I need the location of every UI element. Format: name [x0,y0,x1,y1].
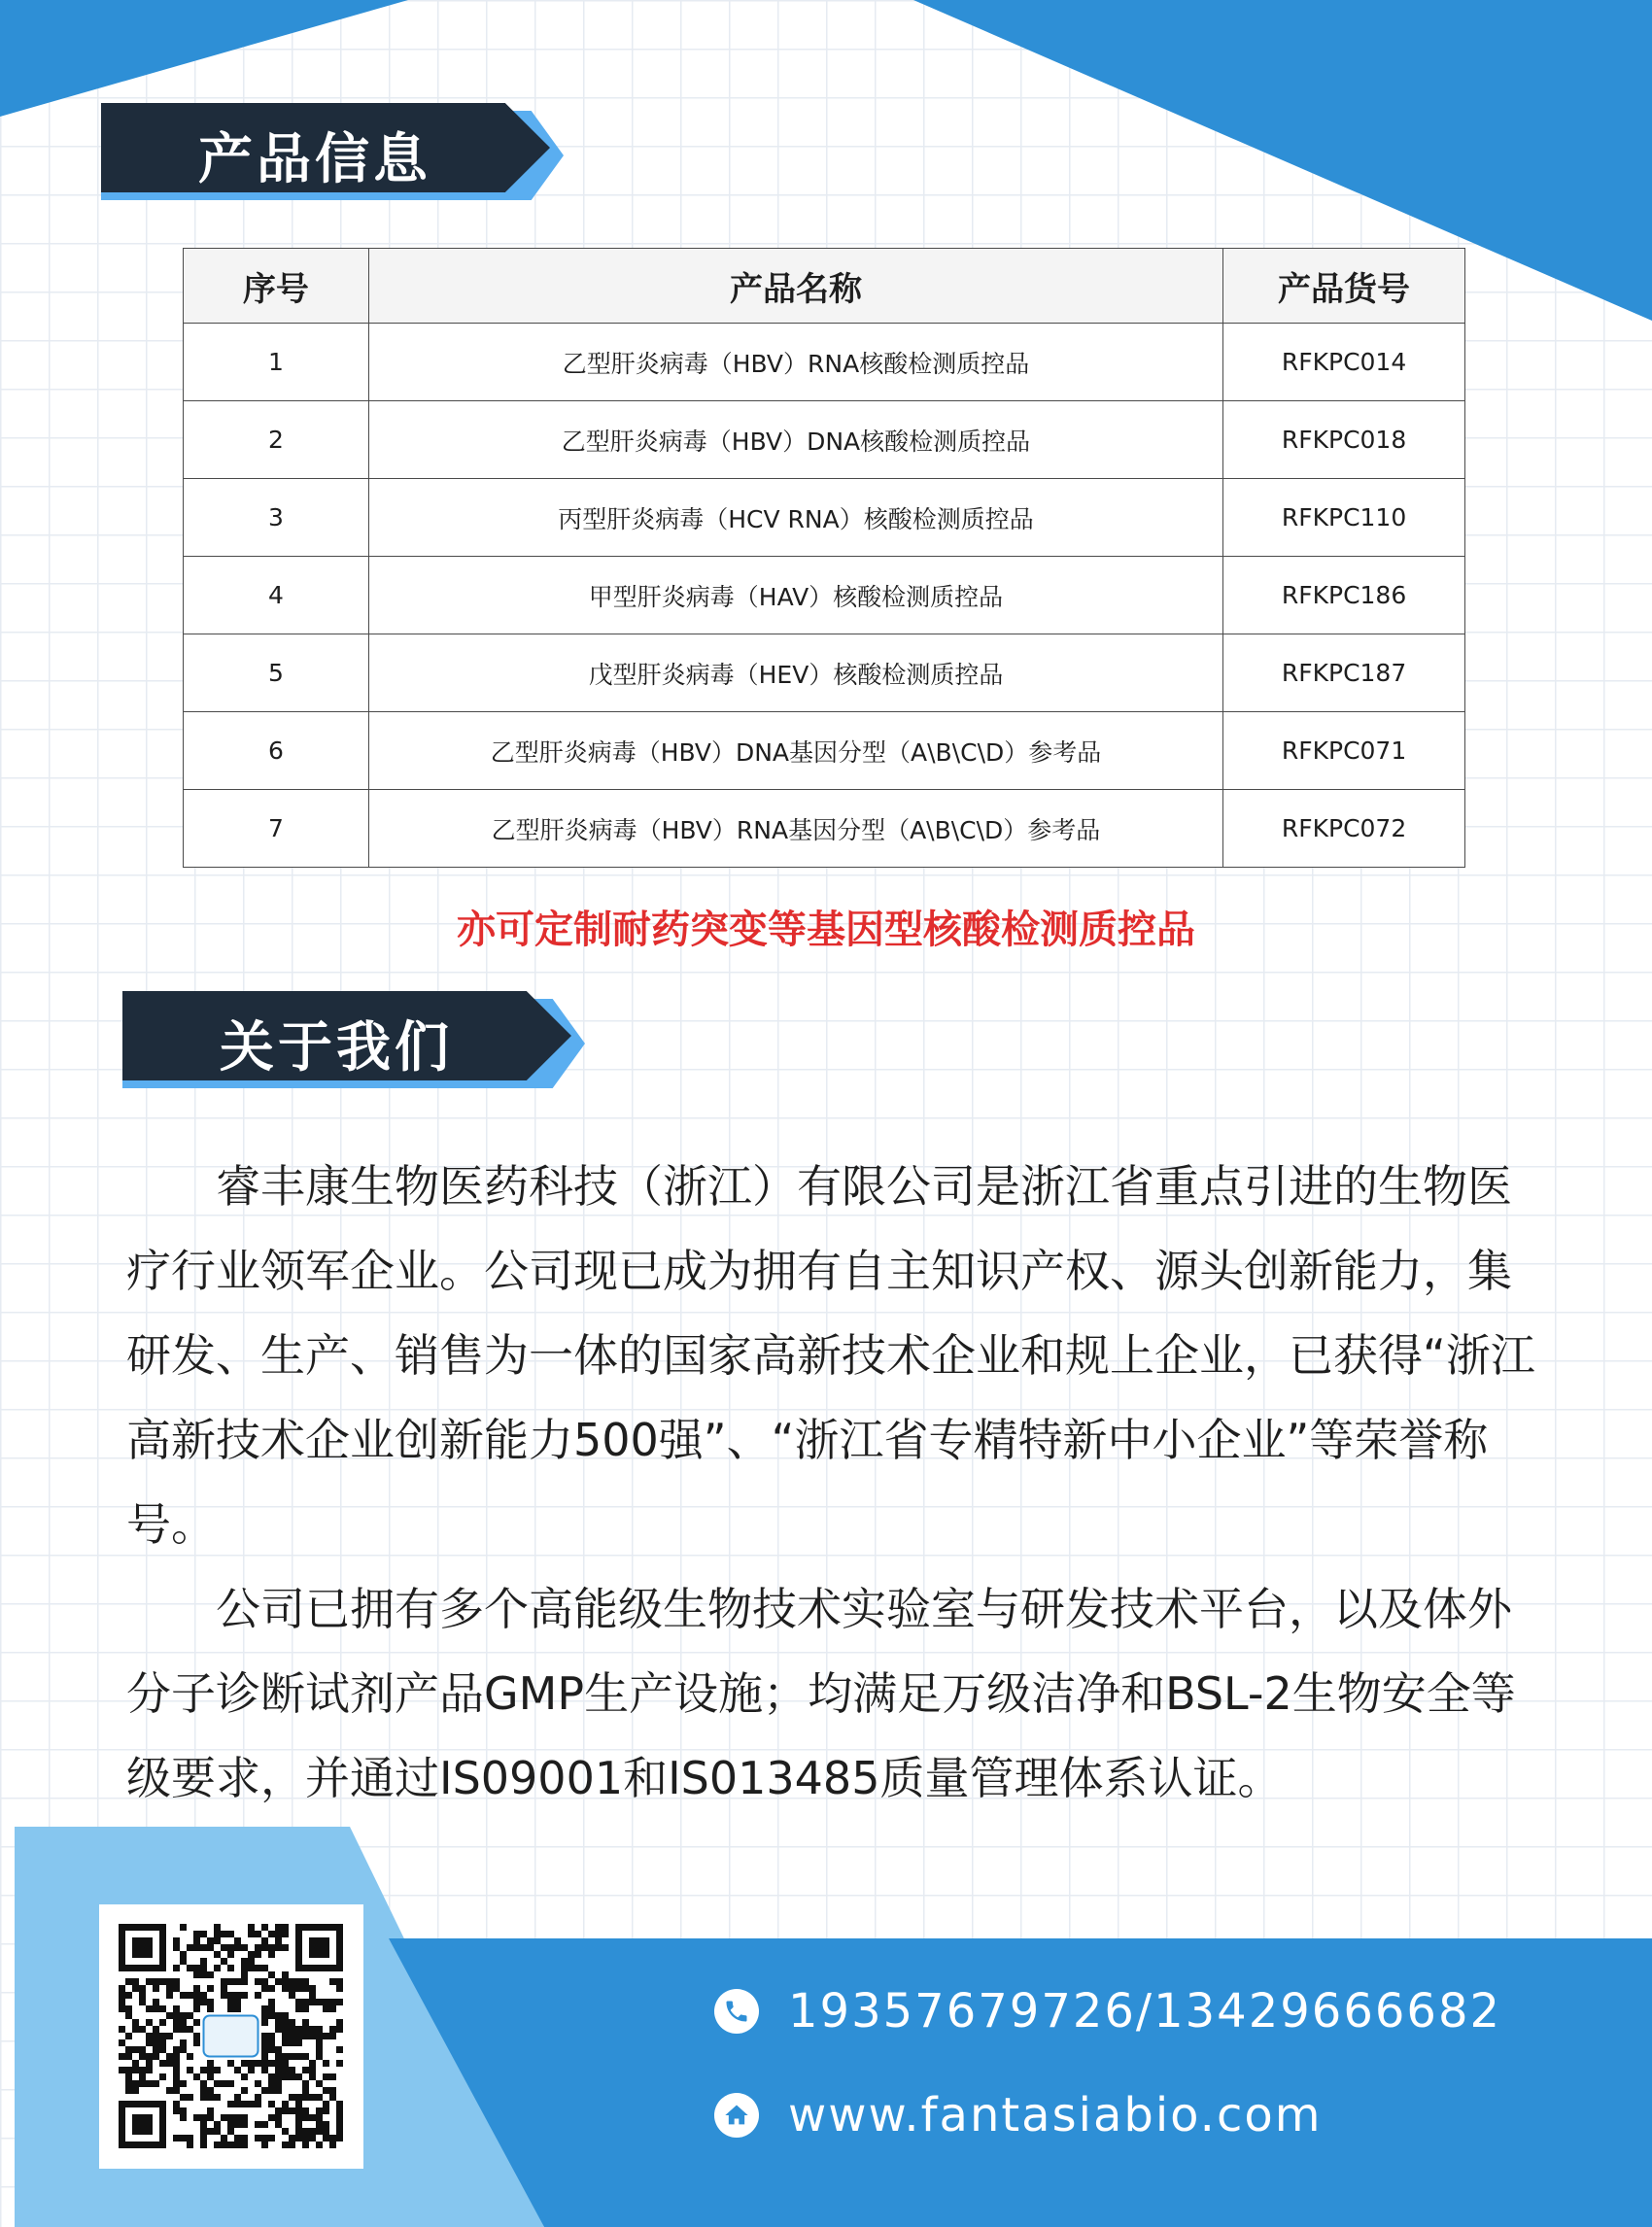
phone-row [714,1977,1501,2045]
row-product-code: RFKPC187 [1223,634,1465,712]
table-row [184,634,1465,712]
phone-numbers: 19357679726/13429666682 [788,1984,1502,2039]
about-title: 关于我们 [220,1016,453,1079]
table-row [184,557,1465,634]
row-index: 2 [184,401,369,479]
row-index: 6 [184,712,369,790]
customization-note: 亦可定制耐药突变等基因型核酸检测质控品 [457,908,1195,952]
about-text [126,1145,1545,1821]
qr-code [99,1904,363,2169]
row-product-name: 乙型肝炎病毒（HBV）DNA基因分型（A\B\C\D）参考品 [368,712,1222,790]
row-product-code: RFKPC186 [1223,557,1465,634]
row-index: 7 [184,790,369,868]
phone-icon [714,1989,759,2034]
table-row [184,790,1465,868]
row-product-name: 甲型肝炎病毒（HAV）核酸检测质控品 [368,557,1222,634]
row-index: 4 [184,557,369,634]
header-product-name: 产品名称 [368,249,1222,324]
row-product-code: RFKPC110 [1223,479,1465,557]
product-info-title: 产品信息 [198,128,431,191]
table-row [184,401,1465,479]
row-index: 5 [184,634,369,712]
table-row [184,324,1465,401]
home-icon [714,2093,759,2138]
row-product-name: 乙型肝炎病毒（HBV）RNA核酸检测质控品 [368,324,1222,401]
product-table [183,248,1465,868]
table-header-row [184,249,1465,324]
table-row [184,479,1465,557]
about-paragraph-2: 公司已拥有多个高能级生物技术实验室与研发技术平台，以及体外分子诊断试剂产品GMP生产设施；均满足万级洁净和BSL-2生物安全等级要求，并通过IS09001和IS013485质量管理体系认证。 [126,1583,1516,1804]
row-product-name: 戊型肝炎病毒（HEV）核酸检测质控品 [368,634,1222,712]
table-row [184,712,1465,790]
row-index: 1 [184,324,369,401]
header-product-code: 产品货号 [1223,249,1465,324]
header-index: 序号 [184,249,369,324]
product-info-banner [101,103,564,200]
website-row [714,2081,1322,2149]
row-product-code: RFKPC072 [1223,790,1465,868]
row-index: 3 [184,479,369,557]
row-product-name: 乙型肝炎病毒（HBV）DNA核酸检测质控品 [368,401,1222,479]
row-product-code: RFKPC014 [1223,324,1465,401]
row-product-name: 乙型肝炎病毒（HBV）RNA基因分型（A\B\C\D）参考品 [368,790,1222,868]
about-banner [122,991,585,1088]
row-product-code: RFKPC071 [1223,712,1465,790]
row-product-name: 丙型肝炎病毒（HCV RNA）核酸检测质控品 [368,479,1222,557]
about-paragraph-1: 睿丰康生物医药科技（浙江）有限公司是浙江省重点引进的生物医疗行业领军企业。公司现已成为拥有自主知识产权、源头创新能力，集研发、生产、销售为一体的国家高新技术企业和规上企业，已获得“浙江高新技术企业创新能力500强”、“浙江省专精特新中小企业”等荣誉称号。 [126,1160,1535,1551]
website-link[interactable]: www.fantasiabio.com [788,2088,1323,2142]
row-product-code: RFKPC018 [1223,401,1465,479]
